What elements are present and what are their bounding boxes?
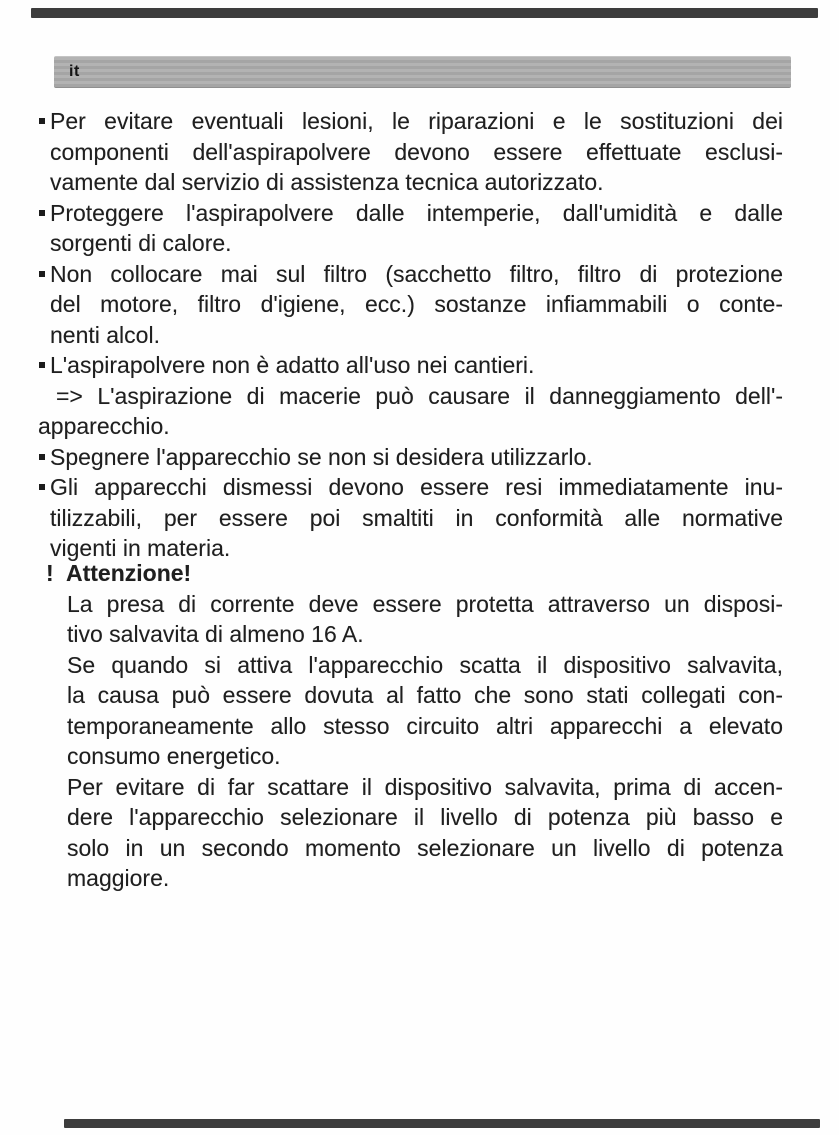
attention-title: Attenzione! [66,560,192,586]
text-line: vamente dal servizio di assistenza tecnica autorizzato. [50,169,604,195]
text-line: Proteggere l'aspirapolvere dalle intemperie, dall'umidità e dalle [50,198,783,229]
text-line: tilizzabili, per essere poi smaltiti in conformità alle normative [50,504,783,531]
attention-paragraphs [38,589,783,894]
attention-heading [38,558,783,589]
text-line: consumo energetico. [67,743,281,769]
top-scan-edge-bar [31,8,818,18]
text-line: apparecchio. [38,413,170,439]
text-line: componenti dell'aspirapolvere devono essere effettuate esclusi- [50,138,783,165]
text-line: tivo salvavita di almeno 16 A. [67,621,364,647]
text-line: => L'aspirazione di macerie può causare il danneggiamento dell'- [56,382,783,409]
text-line: nenti alcol. [50,321,160,348]
text-line: temporaneamente allo stesso circuito altri apparecchi a elevato [67,712,783,739]
bottom-scan-edge-bar [64,1119,820,1128]
text-line: sorgenti di calore. [50,230,232,256]
text-line: dere l'apparecchio selezionare il livello di potenza più basso e [67,804,783,830]
text-line: maggiore. [67,865,170,891]
text-line: solo in un secondo momento selezionare un livello di potenza [67,834,783,861]
text-line: del motore, filtro d'igiene, ecc.) sostanze infiammabili o conte- [50,291,783,317]
attention-marker: ! [46,560,54,586]
text-line: Se quando si attiva l'apparecchio scatta il dispositivo salvavita, [67,651,783,678]
text-line: Per evitare eventuali lesioni, le riparazioni e le sostituzioni dei [50,106,783,137]
text-line: la causa può essere dovuta al fatto che sono stati collegati con- [67,682,783,708]
text-line: L'aspirapolvere non è adatto all'uso nei cantieri. [50,350,783,381]
text-line: La presa di corrente deve essere protetta attraverso un disposi- [67,590,783,617]
text-line: Per evitare di far scattare il dispositivo salvavita, prima di accen- [67,773,783,800]
text-line: vigenti in materia. [50,535,231,561]
text-line: Non collocare mai sul filtro (sacchetto filtro, filtro di protezione [50,259,783,290]
text-line: Gli apparecchi dismessi devono essere resi immediatamente inu- [50,472,783,503]
language-tab-label: it [69,63,80,80]
safety-instructions-list [38,106,783,564]
text-line: Spegnere l'apparecchio se non si desidera utilizzarlo. [50,442,783,473]
language-tab [54,56,791,88]
attention-section [38,558,783,894]
